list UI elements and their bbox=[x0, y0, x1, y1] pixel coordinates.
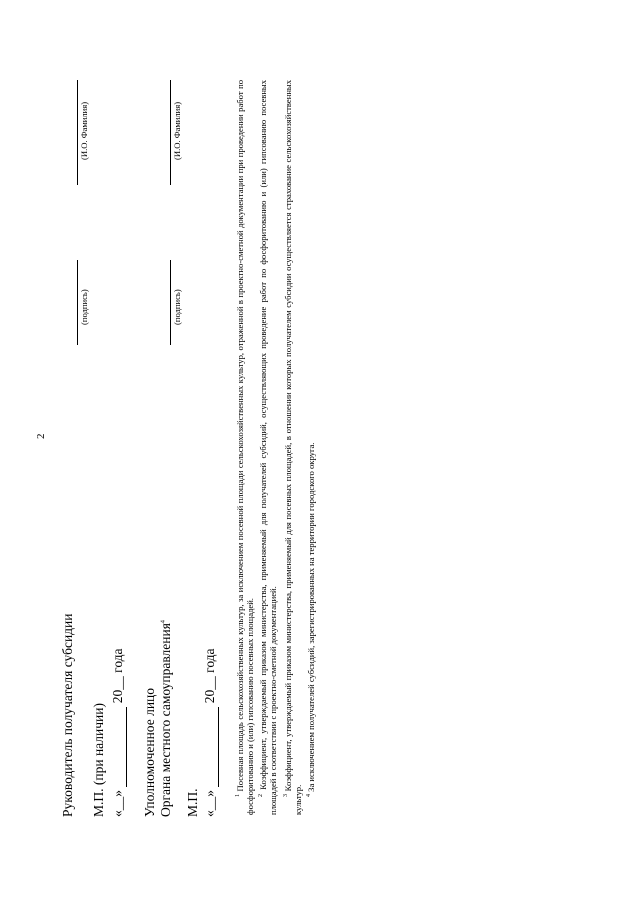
date-month-blank-1 bbox=[110, 707, 127, 787]
stamp-place-2: М.П. bbox=[185, 788, 200, 817]
footnote-4 bbox=[306, 80, 316, 815]
date-day-1: «__» bbox=[110, 790, 125, 817]
footnote-3-mark: 3 bbox=[283, 794, 290, 797]
name-caption-2: (И.О. Фамилия) bbox=[172, 101, 182, 160]
footnote-4-mark: 4 bbox=[306, 794, 313, 797]
date-year-1: 20__ bbox=[110, 676, 125, 704]
footnote-3 bbox=[283, 80, 303, 815]
signature-line-1 bbox=[77, 260, 78, 345]
footnote-1 bbox=[235, 80, 255, 815]
date-month-blank-2 bbox=[202, 707, 219, 787]
authority-footnote-mark: 4 bbox=[160, 620, 167, 624]
name-line-1 bbox=[77, 80, 78, 185]
footnote-4-text: За исключением получателей субсидий, зарегистрированных на территории городского округа. bbox=[306, 442, 316, 792]
authority-line-2 bbox=[158, 620, 174, 817]
authority-line-1: Уполномоченное лицо bbox=[142, 687, 157, 817]
date-suffix-2: года bbox=[202, 648, 217, 673]
footnote-1-mark: 1 bbox=[235, 794, 242, 797]
signature-caption-2: (подпись) bbox=[172, 289, 182, 325]
name-caption-1: (И.О. Фамилия) bbox=[79, 101, 89, 160]
footnote-2 bbox=[258, 80, 278, 815]
signature-line-2 bbox=[170, 260, 171, 345]
date-line-2 bbox=[202, 648, 219, 817]
date-suffix-1: года bbox=[110, 648, 125, 673]
page-number: 2 bbox=[35, 433, 47, 439]
date-day-2: «__» bbox=[202, 790, 217, 817]
footnote-2-mark: 2 bbox=[258, 794, 265, 797]
footnote-2-text: Коэффициент, утверждаемый приказом министерства, применяемый для получателей субсидий, осуществляющих проведение работ по фосфоритованию и (или) гипсованию посевных площадей в соответствии с проектно-сметной документацией. bbox=[258, 79, 279, 815]
date-year-2: 20__ bbox=[202, 676, 217, 704]
name-line-2 bbox=[170, 80, 171, 185]
signature-caption-1: (подпись) bbox=[79, 289, 89, 325]
footnote-1-text: Посевная площадь сельскохозяйственных культур, за исключением посевной площади сельскохозяйственных культур, отраженной в проектно-сметной документации при проведении работ по фосфоритованию и (или) гипсованию посевных площадей. bbox=[235, 80, 256, 815]
footnote-3-text: Коэффициент, утверждаемый приказом министерства, применяемый для посевных площадей, в отношении которых получателем субсидии осуществляется страхование сельскохозяйственных культур. bbox=[283, 80, 304, 815]
recipient-head-title: Руководитель получателя субсидии bbox=[60, 613, 75, 817]
authority-line-2-text: Органа местного самоуправления bbox=[158, 623, 173, 817]
stamp-place-1: М.П. (при наличии) bbox=[91, 703, 106, 817]
date-line-1 bbox=[110, 648, 127, 817]
